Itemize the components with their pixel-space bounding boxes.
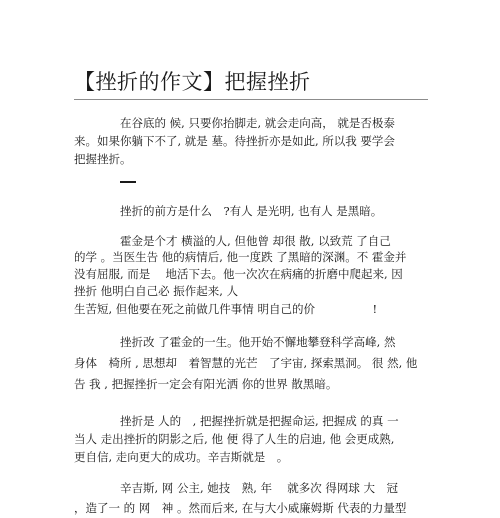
paragraph-2-line-1: 挫折的前方是什么 ?有人 是光明, 也有人 是黑暗。 xyxy=(120,204,383,218)
paragraph-3-line-4: 挫折 他明白自己必 振作起来, 人 xyxy=(74,284,239,298)
paragraph-3-line-1: 霍金是个才 横溢的人, 但他曾 却很 散, 以致荒 了自己 xyxy=(120,234,391,248)
paragraph-1-line-2: 来。如果你躺下不了, 就是 墓。待挫折亦是如此, 所以我 要学会 xyxy=(74,134,395,148)
page-title: 【挫折的作文】把握挫折 xyxy=(74,70,311,94)
paragraph-1-line-3: 把握挫折。 xyxy=(74,152,132,166)
title-underline xyxy=(74,99,428,100)
paragraph-3-line-2: 的学 。当医生告 他的病情后, 他一度跌 了黑暗的深渊。不 霍金并 xyxy=(74,250,407,264)
paragraph-5-line-1: 挫折是 人的 , 把握挫折就是把握命运, 把握成 的真 一 xyxy=(120,414,399,428)
section-dash xyxy=(120,181,136,183)
paragraph-6-line-1: 辛吉斯, 网 公主, 她技 熟, 年 就多次 得网球 大 冠 xyxy=(120,481,399,495)
paragraph-4-line-1: 挫折改 了霍金的一生。他开始不懈地攀登科学高峰, 然 xyxy=(120,335,396,349)
paragraph-5-line-3: 更自信, 走向更大的成功。辛吉斯就是 。 xyxy=(74,450,289,464)
paragraph-6-line-2: ，造了一 的 网 神 。然而后来, 在与大小威廉姆斯 代表的力量型 xyxy=(74,501,407,515)
paragraph-4-line-2: 身体 椅所 , 思想却 着智慧的光芒 了宇宙, 探索黑洞。 很 然, 他 xyxy=(74,356,418,370)
paragraph-3-line-5: 生苦短, 但他要在死之前做几件事情 明自己的价 ! xyxy=(74,302,378,316)
paragraph-1-line-1: 在谷底的 候, 只要你抬脚走, 就会走向高， 就是否极泰 xyxy=(120,116,395,130)
paragraph-3-line-3: 没有屈服, 而是 地活下去。他一次次在病痛的折磨中爬起来, 因 xyxy=(74,267,403,281)
paragraph-4-line-3: 告 我 , 把握挫折一定会有阳光洒 你的世界 散黑暗。 xyxy=(74,377,338,391)
paragraph-5-line-2: 当人 走出挫折的阴影之后, 他 便 得了人生的启迪, 他 会更成熟, xyxy=(74,432,395,446)
